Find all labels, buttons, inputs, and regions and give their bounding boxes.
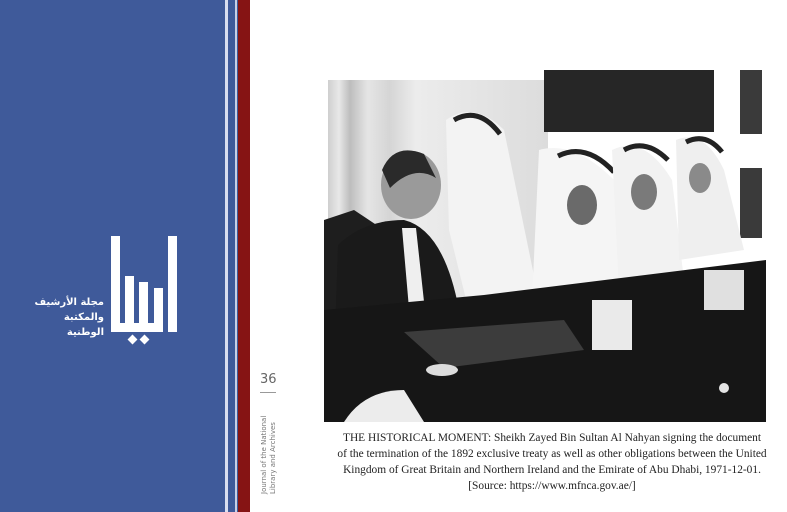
subtitle-line-1: مجلة الأرشيف والمكتبة [34, 297, 104, 323]
subtitle-line-2: الوطنية [66, 327, 104, 338]
journal-name-vertical [260, 404, 278, 494]
caption-line-2: of the termination of the 1892 exclusive treaty as well as other obligations between the United [337, 448, 767, 460]
cover-panel [0, 0, 238, 512]
divider-stripe [225, 0, 228, 512]
divider-stripe [235, 0, 237, 512]
document-page [250, 0, 787, 512]
photo-caption [332, 430, 772, 494]
journal-subtitle-arabic [6, 295, 104, 340]
liwa-logo [105, 236, 185, 348]
caption-source: [Source: https://www.mfnca.gov.ae/] [468, 480, 636, 492]
liwa-logo-icon [105, 236, 185, 348]
page-number: 36 [260, 372, 277, 387]
caption-line-3: Kingdom of Great Britain and Northern Ireland and the Emirate of Abu Dhabi, 1971-12-01. [343, 464, 761, 476]
page-number-rule [260, 392, 276, 393]
journal-name-line-1: Journal of the National [260, 415, 268, 494]
photo-icon [324, 70, 766, 422]
historical-photo [324, 70, 766, 422]
accent-bar [238, 0, 250, 512]
caption-line-1: THE HISTORICAL MOMENT: Sheikh Zayed Bin Sultan Al Nahyan signing the document [343, 432, 761, 444]
journal-name-line-2: Library and Archives [269, 422, 277, 494]
